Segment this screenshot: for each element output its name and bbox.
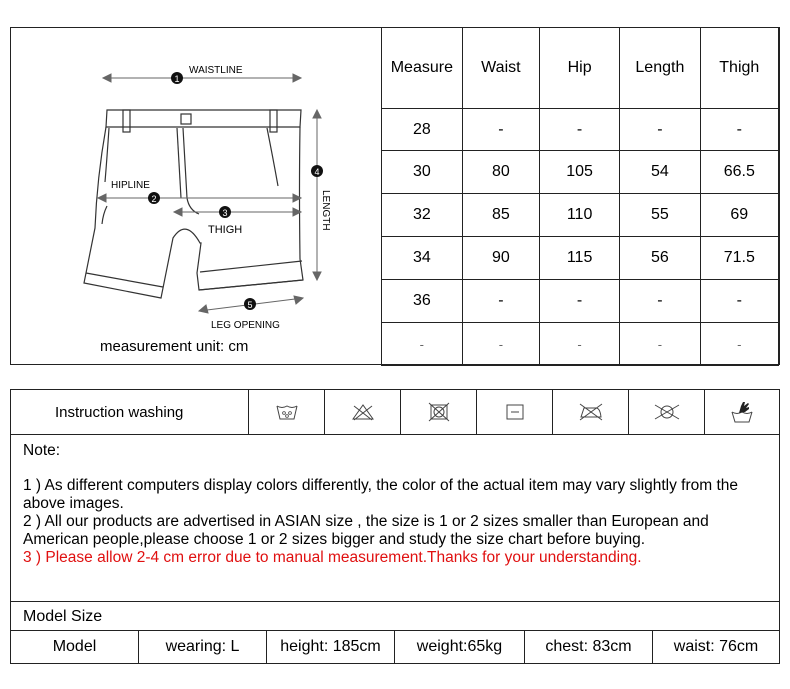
header-measure: Measure <box>382 28 463 109</box>
table-cell: - <box>540 280 620 323</box>
model-cell: Model <box>11 631 139 663</box>
table-cell: 66.5 <box>700 151 778 194</box>
table-cell: - <box>620 280 700 323</box>
table-cell: - <box>620 323 700 366</box>
do-not-iron-icon <box>553 390 629 434</box>
table-cell: 55 <box>620 194 700 237</box>
table-cell: - <box>700 323 778 366</box>
do-not-dry-clean-icon <box>629 390 705 434</box>
header-length: Length <box>620 28 700 109</box>
notes-title: Note: <box>23 442 61 459</box>
table-row <box>382 280 779 323</box>
leg-opening-label: LEG OPENING <box>211 320 280 331</box>
table-row <box>382 194 779 237</box>
table-cell: 28 <box>382 109 463 151</box>
table-cell: - <box>700 109 778 151</box>
measurement-unit-note: measurement unit: cm <box>100 338 249 355</box>
table-cell: - <box>462 109 539 151</box>
table-cell: 85 <box>462 194 539 237</box>
model-waist-cell: waist: 76cm <box>673 638 759 655</box>
model-height-cell: height: 185cm <box>267 631 395 663</box>
size-chart-block <box>10 27 780 365</box>
table-cell: 71.5 <box>700 237 778 280</box>
note-item-2: 2 ) All our products are advertised in ASIAN size , the size is 1 or 2 sizes smaller than European and American people,please choose 1 or 2 sizes bigger and study the size chart before buying. <box>23 513 709 548</box>
size-table <box>381 27 779 366</box>
hand-wash-icon <box>705 390 779 434</box>
size-table-header <box>382 28 779 109</box>
table-cell: 80 <box>462 151 539 194</box>
dry-flat-icon <box>477 390 553 434</box>
svg-text:5: 5 <box>247 300 253 310</box>
svg-text:2: 2 <box>151 194 157 204</box>
table-cell: 105 <box>540 151 620 194</box>
do-not-tumble-dry-icon <box>401 390 477 434</box>
table-cell: 32 <box>382 194 463 237</box>
model-chest-cell: chest: 83cm <box>525 631 653 663</box>
table-row <box>382 109 779 151</box>
table-cell: 30 <box>382 151 463 194</box>
table-cell: 34 <box>382 237 463 280</box>
note-item-3: 3 ) Please allow 2-4 cm error due to manual measurement.Thanks for your understanding. <box>23 549 642 566</box>
note-item-1: 1 ) As different computers display colors differently, the color of the actual item may vary slightly from the above images. <box>23 477 739 512</box>
notes-section <box>23 442 773 567</box>
table-cell: - <box>462 280 539 323</box>
model-size-row <box>11 631 779 663</box>
table-row <box>382 237 779 280</box>
svg-text:1: 1 <box>174 74 180 84</box>
waistline-label: WAISTLINE <box>189 65 243 76</box>
table-row <box>382 151 779 194</box>
table-cell: 69 <box>700 194 778 237</box>
thigh-label: THIGH <box>208 224 243 236</box>
table-row <box>382 323 779 366</box>
header-thigh: Thigh <box>700 28 778 109</box>
table-cell: - <box>540 109 620 151</box>
machine-wash-30-icon <box>249 390 325 434</box>
table-cell: - <box>540 323 620 366</box>
washing-instruction-row <box>11 390 779 435</box>
hipline-label: HIPLINE <box>111 180 150 191</box>
table-cell: - <box>620 109 700 151</box>
table-cell: - <box>382 323 463 366</box>
shorts-measurement-diagram <box>11 28 381 364</box>
table-cell: 115 <box>540 237 620 280</box>
table-cell: - <box>700 280 778 323</box>
table-cell: 56 <box>620 237 700 280</box>
svg-text:4: 4 <box>314 167 320 177</box>
table-cell: - <box>462 323 539 366</box>
length-label: LENGTH <box>320 190 331 231</box>
table-cell: 90 <box>462 237 539 280</box>
header-waist: Waist <box>462 28 539 109</box>
table-cell: 110 <box>540 194 620 237</box>
shorts-diagram-svg <box>11 28 381 364</box>
model-weight-cell: weight:65kg <box>395 631 525 663</box>
table-cell: 54 <box>620 151 700 194</box>
model-size-title: Model Size <box>11 601 779 631</box>
model-wearing-cell: wearing: L <box>139 631 267 663</box>
do-not-bleach-icon <box>325 390 401 434</box>
washing-label: Instruction washing <box>11 390 249 434</box>
svg-text:3: 3 <box>222 208 228 218</box>
header-hip: Hip <box>540 28 620 109</box>
care-notes-block <box>10 389 780 664</box>
table-cell: 36 <box>382 280 463 323</box>
